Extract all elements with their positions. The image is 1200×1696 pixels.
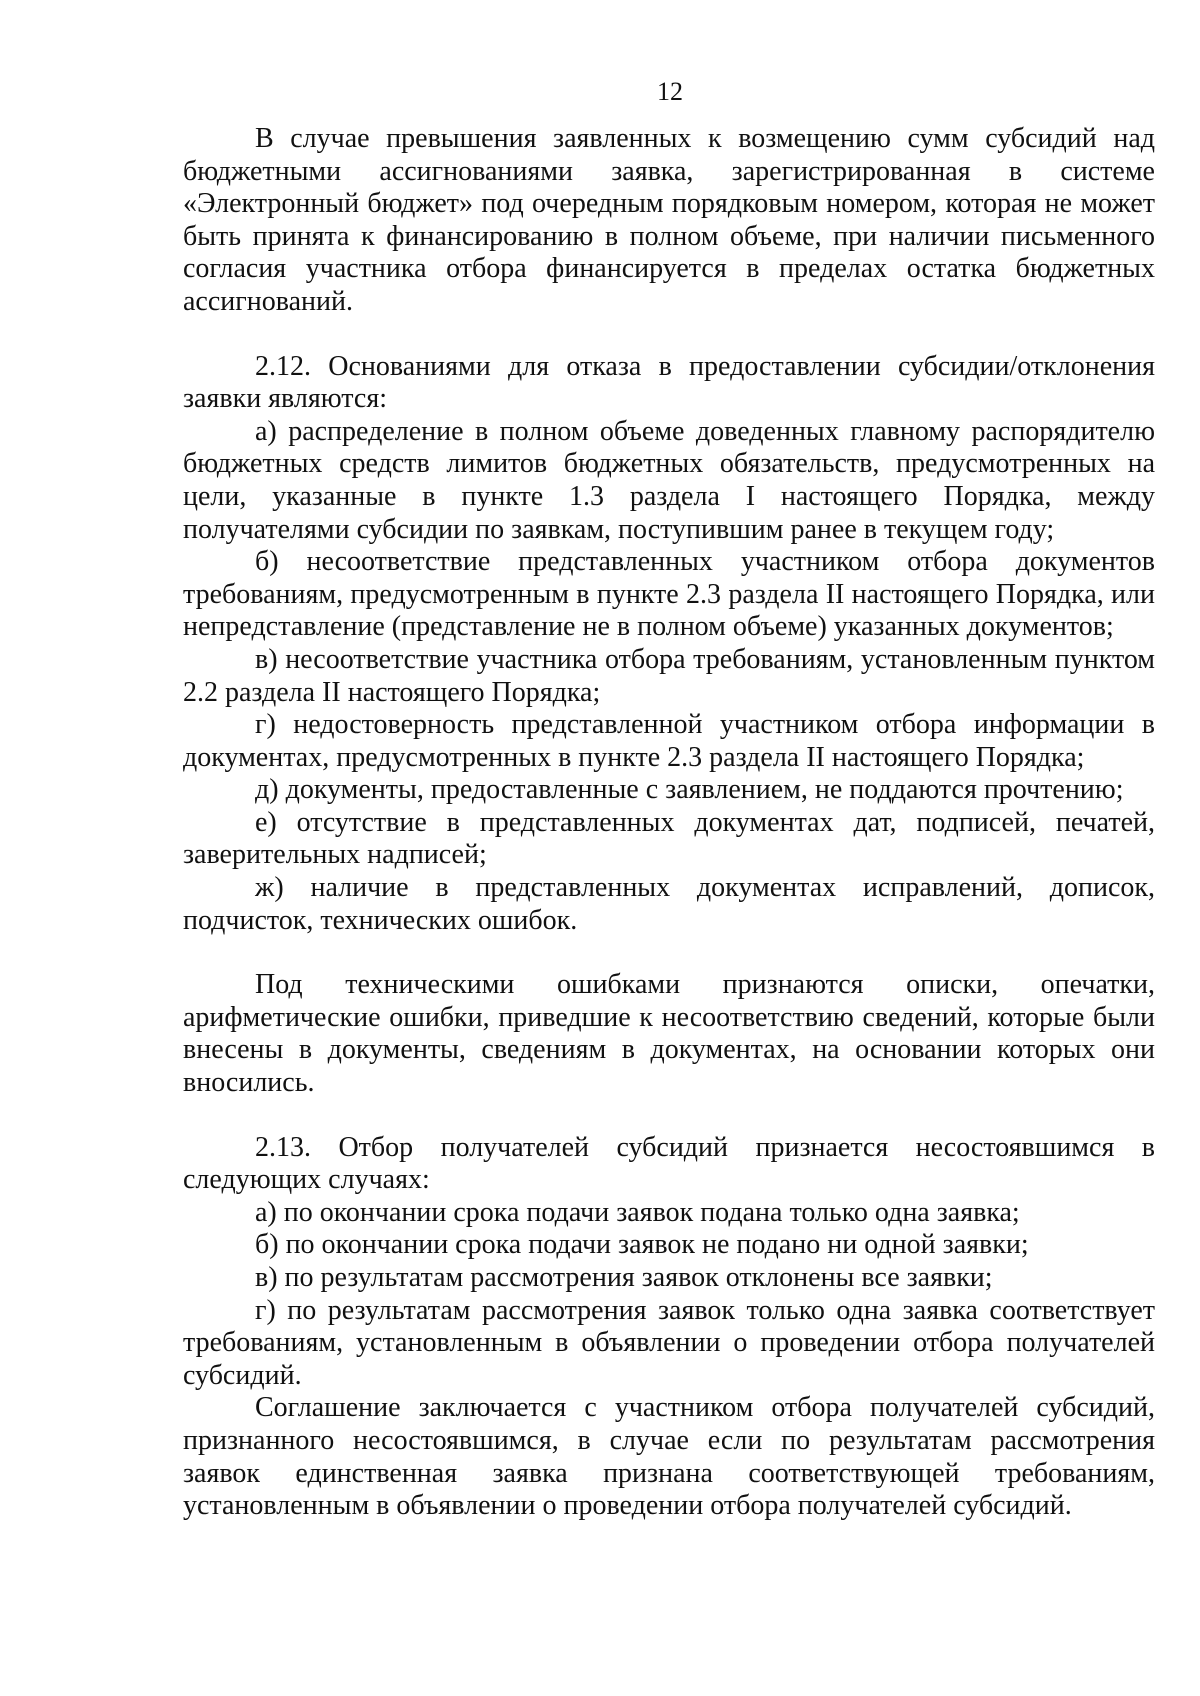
- page-number: 12: [657, 77, 683, 106]
- case-item-v: в) по результатам рассмотрения заявок отклонены все заявки;: [255, 1262, 993, 1293]
- section-2-13-heading: 2.13. Отбор получателей субсидий признается несостоявшимся в следующих случаях:: [183, 1131, 1155, 1196]
- list-item-b: б) несоответствие представленных участником отбора документов требованиям, предусмотренным в пункте 2.3 раздела II настоящего Порядка, или непредставление (представление не в полном объеме) указанных документов;: [183, 546, 1155, 643]
- paragraph-technical-errors: Под техническими ошибками признаются описки, опечатки, арифметические ошибки, приведшие к несоответствию сведений, которые были внесены в документы, сведениям в документах, на основании которых они вносились.: [183, 969, 1155, 1099]
- section-2-12-heading: 2.12. Основаниями для отказа в предоставлении субсидии/отклонения заявки являются:: [183, 350, 1155, 415]
- list-item-g: г) недостоверность представленной участником отбора информации в документах, предусмотренных в пункте 2.3 раздела II настоящего Порядка;: [183, 709, 1155, 773]
- list-item-v: в) несоответствие участника отбора требованиям, установленным пунктом 2.2 раздела II настоящего Порядка;: [183, 643, 1155, 708]
- case-item-a: а) по окончании срока подачи заявок подана только одна заявка;: [255, 1196, 1020, 1228]
- list-item-a: а) распределение в полном объеме доведенных главному распорядителю бюджетных средств лимитов бюджетных обязательств, предусмотренных на цели, указанные в пункте 1.3 раздела I настоящего Порядка, между получателями субсидии по заявкам, поступившим ранее в текущем году;: [183, 415, 1155, 545]
- paragraph-spacer: [183, 319, 1155, 351]
- paragraph-spacer: [183, 937, 1155, 969]
- list-item-e: е) отсутствие в представленных документах дат, подписей, печатей, заверительных надписей;: [183, 806, 1155, 871]
- case-item-b: б) по окончании срока подачи заявок не подано ни одной заявки;: [255, 1229, 1029, 1261]
- paragraph-budget-excess: В случае превышения заявленных к возмещению сумм субсидий над бюджетными ассигнованиями заявка, зарегистрированная в системе «Электронный бюджет» под очередным порядковым номером, которая не может быть принята к финансированию в полном объеме, при наличии письменного согласия участника отбора финансируется в пределах остатка бюджетных ассигнований.: [183, 123, 1155, 317]
- list-item-zh: ж) наличие в представленных документах исправлений, дописок, подчисток, технических ошибок.: [183, 872, 1155, 936]
- paragraph-spacer: [183, 1100, 1155, 1132]
- document-body: [183, 123, 1155, 1523]
- paragraph-agreement: Соглашение заключается с участником отбора получателей субсидий, признанного несостоявшимся, в случае если по результатам рассмотрения заявок единственная заявка признана соответствующей требованиям, установленным в объявлении о проведении отбора получателей субсидий.: [183, 1392, 1155, 1522]
- list-item-d: д) документы, предоставленные с заявлением, не поддаются прочтению;: [255, 774, 1124, 806]
- case-item-g: г) по результатам рассмотрения заявок только одна заявка соответствует требованиям, установленным в объявлении о проведении отбора получателей субсидий.: [183, 1294, 1155, 1391]
